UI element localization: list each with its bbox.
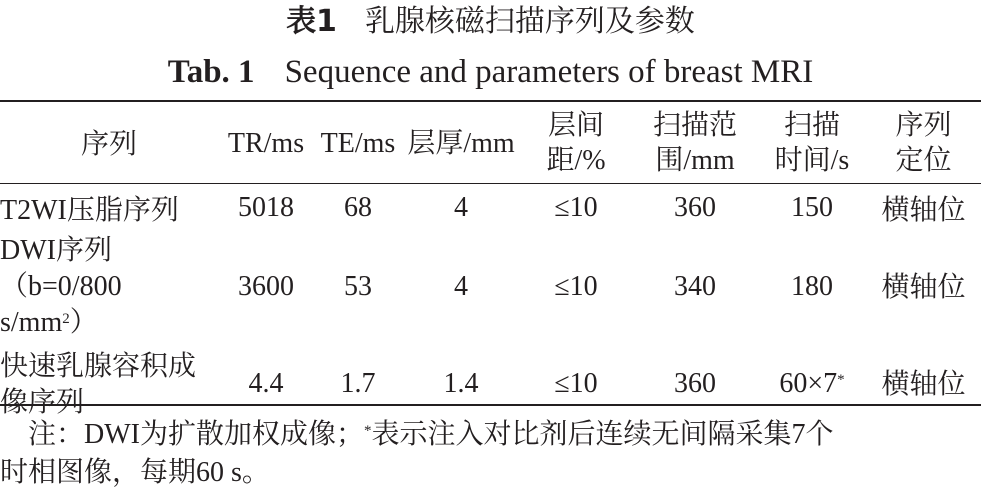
cell-thickness: 4 [454, 192, 468, 223]
cell-thickness: 1.4 [443, 367, 479, 399]
note-star: * [363, 423, 372, 439]
table-title-en [0, 50, 981, 94]
cell-position: 横轴位 [881, 193, 966, 226]
cell-time: 150 [791, 192, 833, 223]
table-title-en-text: Sequence and parameters of breast MRI [284, 54, 814, 90]
cell-range: 360 [674, 192, 716, 223]
cell-gap: ≤10 [554, 192, 598, 223]
cell-sequence: DWI序列 （b=0/800 $s/mm^2$） [0, 235, 122, 338]
table-title-cn-text: 乳腺核磁扫描序列及参数 [364, 4, 695, 39]
header-time: 扫描 时间/s [774, 110, 850, 176]
table-note [0, 416, 981, 492]
table-title-cn [0, 2, 981, 42]
header-row [0, 103, 981, 183]
header-sequence: 序列 [80, 126, 137, 160]
top-rule [0, 100, 981, 102]
header-gap: 层间 距/% [546, 110, 606, 176]
cell-te: 68 [344, 192, 372, 223]
cell-gap: ≤10 [554, 271, 598, 302]
table-row [0, 341, 981, 426]
cell-gap: ≤10 [554, 367, 598, 399]
cell-range: 340 [674, 271, 716, 302]
cell-tr: 5018 [238, 192, 294, 223]
table-label-cn: 表1 [286, 4, 337, 39]
note-line1-rest: 表示注入对比剂后连续无间隔采集7个 [371, 419, 834, 450]
cell-sequence: 快速乳腺容积成 像序列 [0, 348, 197, 418]
cell-te: 53 [344, 271, 372, 302]
cell-range: 360 [674, 367, 716, 399]
note-prefix: 注：DWI为扩散加权成像； [28, 419, 364, 450]
header-position: 序列 定位 [895, 110, 952, 176]
header-tr: TR/ms [227, 127, 305, 159]
cell-position: 横轴位 [881, 366, 966, 400]
cell-position: 横轴位 [881, 270, 966, 303]
cell-sequence: T2WI压脂序列 [0, 195, 179, 226]
header-te: TE/ms [320, 127, 396, 159]
table-row [0, 183, 981, 233]
note-line2: 时相图像，每期60 s。 [0, 457, 270, 488]
cell-time: 60×7* [779, 367, 845, 399]
cell-tr: 4.4 [248, 367, 284, 399]
cell-tr: 3600 [238, 271, 294, 302]
table-row [0, 233, 981, 341]
cell-time: 180 [791, 271, 833, 302]
cell-thickness: 4 [454, 271, 468, 302]
header-range: 扫描范 围/mm [652, 110, 737, 176]
table-label-en: Tab. 1 [167, 54, 255, 90]
header-thickness: 层厚/mm [407, 127, 515, 159]
cell-te: 1.7 [340, 367, 376, 399]
parameters-table [0, 103, 981, 426]
